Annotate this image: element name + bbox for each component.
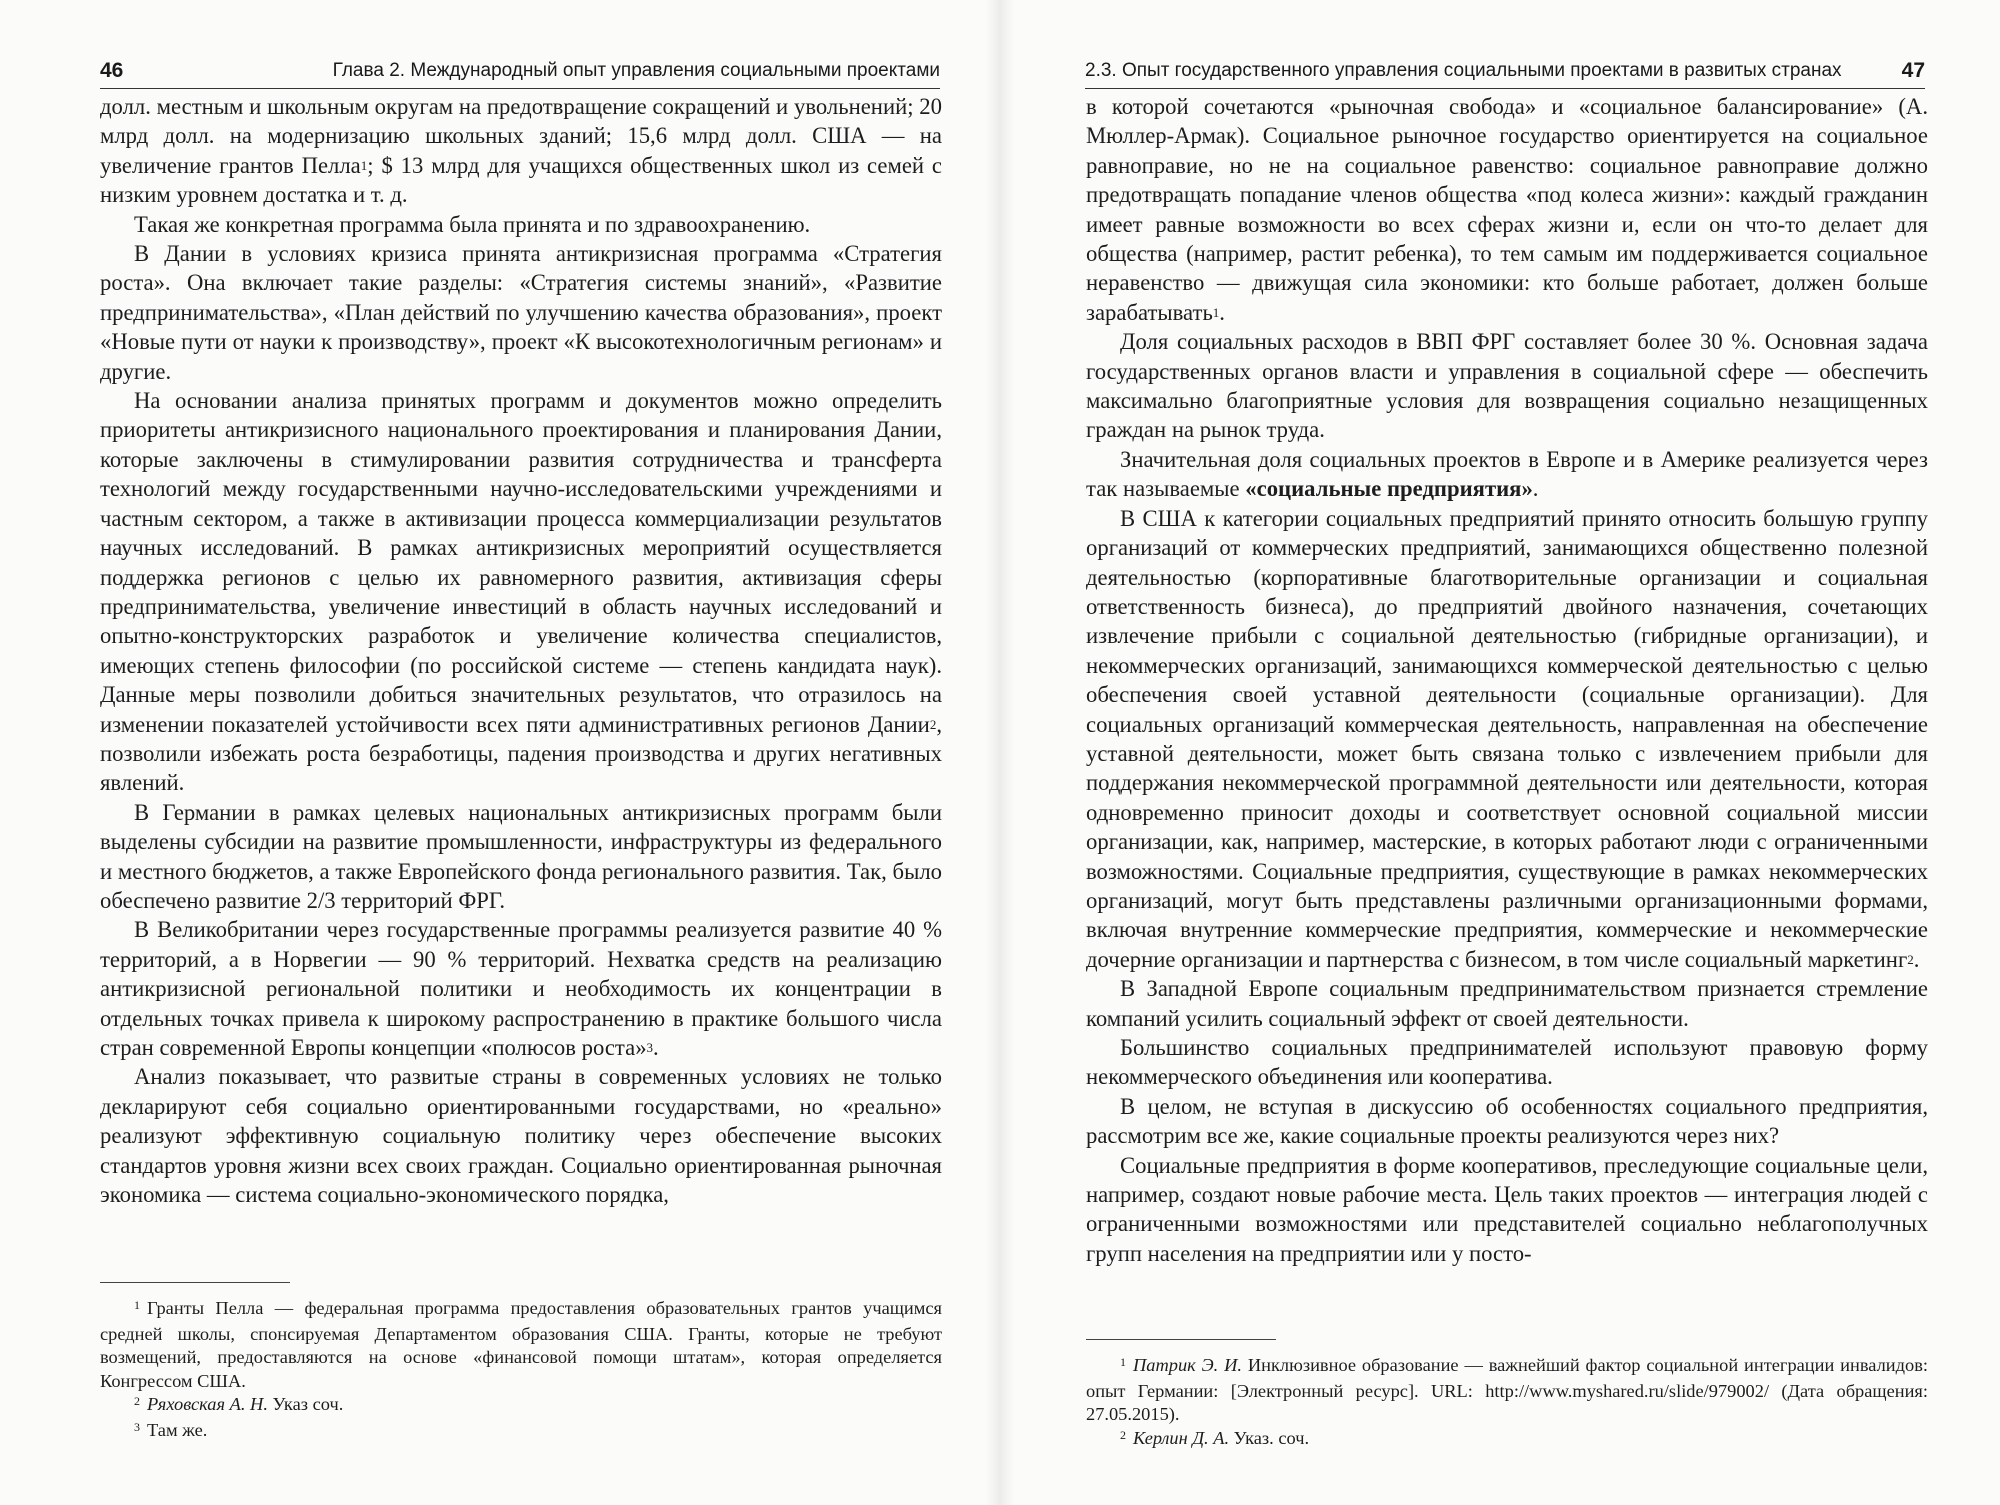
header-rule — [1085, 88, 1925, 89]
footnote-author: Керлин Д. А. — [1133, 1427, 1230, 1448]
page-number: 46 — [100, 59, 124, 82]
footnote-text: Указ соч. — [267, 1394, 344, 1415]
footnote-mark: 2 — [134, 1394, 140, 1409]
text-run: долл. местным и школьным округам на предотвращение сокращений и увольнений; 20 млрд долл. на модернизацию школьных зданий; 15,6 млрд долл. США — на увеличение грантов Пелла — [100, 94, 942, 178]
text-run: В США к категории социальных предприятий принято относить большую группу организаций от коммерческих предприятий, занимающихся общественно полезной деятельностью (корпоративные благотворительные организации и социальная ответственность бизнеса), до предприятий двойного назначения, сочетающих извлечение прибыли с социальной деятельностью (гибридные организации), и некоммерческих организаций, занимающихся коммерческой деятельностью с целью обеспечения своей уставной деятельности (социальные организации). Для социальных организаций коммерческая деятельность, направленная на обеспечение уставной деятельности, может быть связана только с извлечением прибыли для поддержания некоммерческой программной деятельности или деятельности, которая одновременно приносит доходы и соответствует основной социальной миссии организации, как, например, мастерские, в которых работают люди с ограниченными возможностями. Социальные предприятия, существующие в рамках некоммерческих организаций, могут быть представлены различными организационными формами, включая внутренние коммерческие предприятия, коммерческие и некоммерческие дочерние организации и партнерства с бизнесом, в том числе социальный маркетинг — [1086, 505, 1928, 972]
footnote-author: Патрик Э. И. — [1133, 1355, 1242, 1375]
paragraph: Социальные предприятия в форме кооперативов, преследующие социальные цели, например, создают новые рабочие места. Цель таких проектов — интеграция людей с ограниченными возможностями или представителей социально неблагополучных групп населения на предприятии или у посто- — [1086, 1152, 1928, 1266]
paragraph: В Германии в рамках целевых национальных антикризисных программ были выделены субсидии на развитие промышленности, инфраструктуры из федерального и местного бюджетов, а также Европейского фонда регионального развития. Так, было обеспечено развитие 2/3 территорий ФРГ. — [100, 799, 942, 913]
footnote-mark: 1 — [1120, 1355, 1126, 1369]
header-rule — [100, 88, 940, 89]
bold-term: «социальные предприятия» — [1245, 476, 1533, 502]
footnote-mark: 2 — [1120, 1427, 1126, 1442]
text-run: В Великобритании через государственные программы реализуется развитие 40 % территорий, а в Норвегии — 90 % территорий. Нехватка средств на реализацию антикризисной региональной политики и необходимость их концентрации в отдельных точках привела к широкому распространению в практике большого числа стран современной Европы концепции «полюсов роста» — [100, 917, 942, 1060]
footnotes — [1086, 1354, 1928, 1452]
footnote-author: Ряховская А. Н. — [147, 1394, 268, 1415]
text-run: в которой сочетаются «рыночная свобода» и «социальное балансирование» (А. Мюллер-Армак). Социальное рыночное государство ориентируется на социальное равноправие, но не на социальное равенство: социальное равноправие должно предотвращать попадание членов общества «под колеса жизни»: каждый гражданин имеет равные возможности во всех сферах жизни и, если он что-то делает для общества (например, растит ребенка), то тем самым им поддерживается социальное неравенство — движущая сила экономики: кто больше работает, должен больше зарабатывать — [1086, 94, 1928, 325]
text-run: . — [1532, 476, 1539, 502]
footnote — [100, 1419, 942, 1445]
paragraph — [100, 915, 942, 1062]
text-run: . — [1913, 946, 1920, 972]
footnote-ref: 2 — [929, 716, 937, 732]
body-text — [100, 92, 942, 1209]
paragraph: Доля социальных расходов в ВВП ФРГ составляет более 30 %. Основная задача государственных органов власти и управления в социальной сфере — обеспечить максимально благоприятные условия для возвращения социально незащищенных граждан на рынок труда. — [1086, 329, 1928, 443]
text-run: . — [1219, 299, 1225, 325]
footnote-mark: 3 — [134, 1419, 140, 1434]
footnote-rule — [100, 1282, 290, 1283]
paragraph: Анализ показывает, что развитые страны в современных условиях не только декларируют себя социально ориентированными государствами, но «реально» реализуют эффективную социальную политику через обеспечение высоких стандартов уровня жизни всех своих граждан. Социально ориентированная рыночная экономика — система социально-экономического порядка, — [100, 1064, 942, 1208]
text-run: На основании анализа принятых программ и документов можно определить приоритеты антикризисного национального проектирования и планирования Дании, которые заключены в стимулировании развития сотрудничества и трансферта технологий между государственными научно-исследовательскими учреждениями и частным сектором, а также в активизации процесса коммерциализации результатов научных исследований. В рамках антикризисных мероприятий осуществляется поддержка регионов с целью их равномерного развития, активизация сферы предпринимательства, увеличение инвестиций в область научных исследований и опытно-конструкторских разработок и увеличение количества специалистов, имеющих степень философии (по российской системе — степень кандидата наук). Данные меры позволили добиться значительных результатов, что отразилось на изменении показателей устойчивости всех пяти административных регионов Дании — [100, 388, 942, 737]
running-head — [100, 56, 940, 86]
running-head — [1085, 56, 1925, 86]
section-title: 2.3. Опыт государственного управления социальными проектами в развитых странах — [1085, 60, 1842, 81]
footnote-rule — [1086, 1339, 1276, 1340]
footnote-ref: 1 — [1212, 304, 1220, 320]
footnote — [1086, 1354, 1928, 1427]
text-run: , позволили избежать роста безработицы, падения производства и других негативных явлений. — [100, 711, 942, 796]
footnote — [1086, 1427, 1928, 1453]
paragraph — [1086, 92, 1928, 327]
page-number: 47 — [1901, 59, 1925, 82]
footnote-text: Указ. соч. — [1229, 1427, 1310, 1448]
chapter-title: Глава 2. Международный опыт управления социальными проектами — [332, 60, 940, 81]
paragraph: Такая же конкретная программа была принята и по здравоохранению. — [134, 211, 811, 237]
footnote-mark: 1 — [134, 1298, 140, 1312]
body-text — [1086, 92, 1928, 1268]
text-run: Значительная доля социальных проектов в Европе и в Америке реализуется через так называемые — [1086, 446, 1928, 502]
footnote-text: Гранты Пелла — федеральная программа предоставления образовательных грантов учащимся средней школы, спонсируемая Департаментом образования США. Гранты, которые не требуют возмещений, предоставляются на основе «финансовой помощи штатам», которая определяется Конгрессом США. — [100, 1298, 942, 1391]
paragraph: В Западной Европе социальным предпринимательством признается стремление компаний усилить социальный эффект от своей деятельности. — [1086, 976, 1928, 1031]
footnote-text: Там же. — [147, 1419, 208, 1440]
paragraph: В Дании в условиях кризиса принята антикризисная программа «Стратегия роста». Она включает такие разделы: «Стратегия системы знаний», «Развитие предпринимательства», «План действий по улучшению качества образования», проект «Новые пути от науки к производству», проект «К высокотехнологичным регионам» и другие. — [100, 241, 942, 384]
right-page — [1000, 0, 2000, 1505]
paragraph: Большинство социальных предпринимателей используют правовую форму некоммерческого объединения или кооператива. — [1086, 1035, 1928, 1090]
text-run: . — [653, 1035, 659, 1060]
footnote-ref: 1 — [360, 157, 368, 173]
footnote-ref: 3 — [646, 1040, 654, 1055]
paragraph — [1086, 445, 1928, 504]
footnote — [100, 1393, 942, 1419]
footnote-ref: 2 — [1907, 951, 1914, 967]
paragraph — [100, 92, 942, 210]
footnotes — [100, 1297, 942, 1445]
text-run: ; $ 13 млрд для учащихся общественных школ из семей с низким уровнем достатка и т. д. — [100, 152, 942, 208]
paragraph — [100, 386, 942, 798]
footnote-text: Инклюзивное образование — важнейший фактор социальной интеграции инвалидов: опыт Германии: [Электронный ресурс]. URL: http://www.myshared.ru/slide/979002/ (Дата обращения: 27.05.2015). — [1086, 1355, 1928, 1425]
footnote — [100, 1297, 942, 1393]
paragraph: В целом, не вступая в дискуссию об особенностях социального предприятия, рассмотрим все же, какие социальные проекты реализуются через них? — [1086, 1093, 1928, 1149]
paragraph — [1086, 504, 1928, 975]
